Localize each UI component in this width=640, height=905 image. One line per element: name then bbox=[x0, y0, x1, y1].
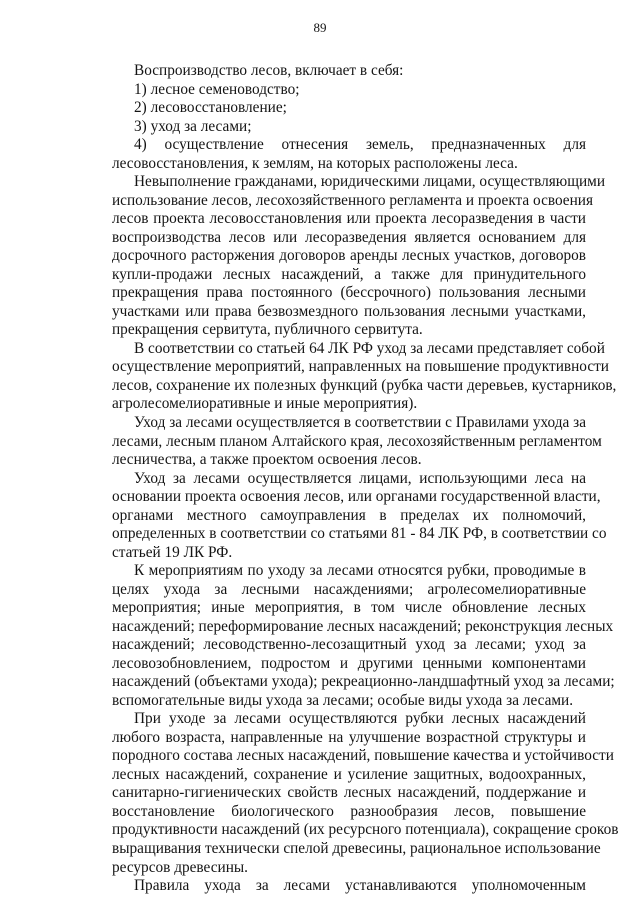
text-line: лесных насаждений, сохранение и усиление защитных, водоохранных, bbox=[112, 765, 586, 783]
text-line: Уход за лесами осуществляется лицами, использующими леса на bbox=[134, 469, 586, 487]
list-item: 2) лесовосстановление; bbox=[134, 99, 287, 116]
text-line: лесовозобновлением, подростом и другими ценными компонентами bbox=[112, 654, 586, 672]
list-item: 4) осуществление отнесения земель, предназначенных для bbox=[134, 136, 586, 154]
text-line: статьей 19 ЛК РФ. bbox=[112, 543, 233, 561]
text-line: ресурсов древесины. bbox=[112, 858, 248, 876]
text-line: восстановление биологического разнообразия лесов, повышение bbox=[112, 802, 586, 820]
text-line: В соответствии со статьей 64 ЛК РФ уход за лесами представляет собой bbox=[134, 339, 605, 357]
text-line: определенных в соответствии со статьями 81 - 84 ЛК РФ, в соответствии со bbox=[112, 525, 607, 543]
text-line: вспомогательные виды ухода за лесами; особые виды ухода за лесами. bbox=[112, 691, 574, 709]
text-line: Невыполнение гражданами, юридическими лицами, осуществляющими bbox=[134, 173, 606, 191]
text-line: лесовосстановления, к землям, на которых расположены леса. bbox=[112, 154, 518, 172]
text-line: насаждений (объектами ухода); рекреационно-ландшафтный уход за лесами; bbox=[112, 673, 615, 691]
text-line: лесничества, а также проектом освоения лесов. bbox=[112, 451, 422, 468]
text-line: Правила ухода за лесами устанавливаются уполномоченным bbox=[134, 877, 586, 894]
text-line: осуществление мероприятий, направленных на повышение продуктивности bbox=[112, 358, 609, 376]
text-line: выращивания технически спелой древесины, рациональное использование bbox=[112, 840, 601, 857]
text-line: купли-продажи лесных насаждений, а также для принудительного bbox=[112, 265, 586, 283]
page-number: 89 bbox=[313, 20, 327, 35]
list-item: 3) уход за лесами; bbox=[134, 117, 252, 135]
text-line: насаждений; лесоводственно-лесозащитный уход за лесами; уход за bbox=[112, 636, 586, 654]
text-line: досрочного расторжения договоров аренды лесных участков, договоров bbox=[112, 247, 586, 265]
text-line: любого возраста, направленные на улучшение возрастной структуры и bbox=[112, 728, 586, 746]
text-line: лесов проекта лесовосстановления или проекта лесоразведения в части bbox=[112, 210, 586, 228]
text-line: агролесомелиоративные и иные мероприятия). bbox=[112, 395, 418, 413]
text-line: органами местного самоуправления в пределах их полномочий, bbox=[112, 506, 586, 524]
text-line: мероприятия; иные мероприятия, в том числе обновление лесных bbox=[112, 599, 586, 617]
text-line: Воспроизводство лесов, включает в себя: bbox=[134, 62, 404, 79]
text-line: Уход за лесами осуществляется в соответствии с Правилами ухода за bbox=[134, 413, 586, 431]
text-line: лесами, лесным планом Алтайского края, лесохозяйственным регламентом bbox=[112, 432, 602, 450]
text-line: участками или права безвозмездного пользования лесными участками, bbox=[112, 302, 586, 320]
text-line: основании проекта освоения лесов, или органами государственной власти, bbox=[112, 488, 601, 505]
text-line: прекращения права постоянного (бессрочного) пользования лесными bbox=[112, 284, 586, 302]
text-line: породного состава лесных насаждений, повышение качества и устойчивости bbox=[112, 747, 614, 765]
text-line: прекращения сервитута, публичного сервитута. bbox=[112, 321, 423, 339]
text-line: При уходе за лесами осуществляются рубки лесных насаждений bbox=[134, 710, 586, 728]
text-line: продуктивности насаждений (их ресурсного потенциала), сокращение сроков bbox=[112, 821, 619, 839]
text-line: насаждений; переформирование лесных насаждений; реконструкция лесных bbox=[112, 617, 614, 635]
text-line: К мероприятиям по уходу за лесами относятся рубки, проводимые в bbox=[134, 562, 586, 580]
text-line: целях ухода за лесными насаждениями; агролесомелиоративные bbox=[112, 580, 586, 598]
text-line: санитарно-гигиенических свойств лесных насаждений, поддержание и bbox=[112, 784, 586, 802]
text-line: использование лесов, лесохозяйственного регламента и проекта освоения bbox=[112, 191, 594, 209]
text-line: воспроизводства лесов или лесоразведения является основанием для bbox=[112, 228, 586, 246]
text-line: лесов, сохранение их полезных функций (рубка части деревьев, кустарников, bbox=[112, 376, 617, 394]
list-item: 1) лесное семеноводство; bbox=[134, 80, 300, 98]
